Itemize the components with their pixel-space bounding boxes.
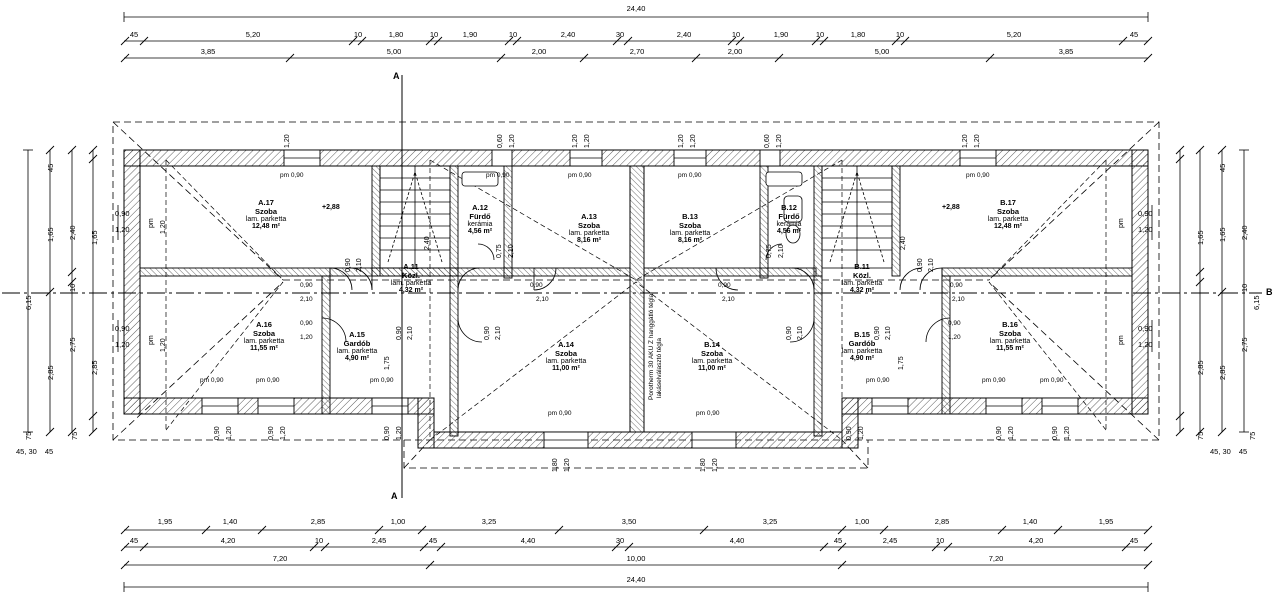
room-A12-floor: kerámia (467, 221, 493, 228)
dim-left-c-0: 2,40 (68, 225, 77, 240)
room-B14-name: Szoba (700, 349, 724, 358)
room-B14-area: 11,00 m² (698, 365, 726, 372)
door-dim-2: 0,90 (345, 258, 352, 272)
room-B11-floor: lam. parketta (841, 280, 883, 287)
section-mark-a-top: A (393, 71, 400, 81)
win-top-3: 1,20 (572, 134, 579, 148)
pm-top-2: pm 0,90 (486, 172, 510, 179)
dim-right-open-2: 0,90 (1138, 324, 1153, 333)
door-dim-8b: 2,10 (778, 244, 785, 258)
door-dim-1: 0,90 (300, 282, 313, 289)
room-A14-floor: lam. parketta (545, 358, 587, 365)
win-bot-9: 1,20 (712, 458, 719, 472)
dim-top-r3-2: 2,00 (531, 47, 547, 56)
room-B17-floor: lam. parketta (987, 216, 1029, 223)
dim-right-b-1: 2,85 (1218, 365, 1227, 380)
dim-left-b-2: 1,65 (90, 230, 99, 245)
dim-right-c-1: 10 (1240, 283, 1249, 292)
door-dim-3b: 2,10 (536, 296, 549, 303)
room-A13-area: 8,16 m² (576, 237, 602, 244)
room-A11 (391, 262, 431, 294)
room-A11-floor: lam. parketta (390, 280, 432, 287)
room-B14-floor: lam. parketta (691, 358, 733, 365)
door-dim-14: 0,90 (948, 320, 961, 327)
room-B17-area: 12,48 m² (993, 223, 1023, 230)
room-A14 (546, 340, 586, 372)
dim-top-r2-13: 1,80 (850, 30, 866, 39)
party-wall-note: Porotherm 30 AKU Z hanggátló tégla (648, 293, 655, 400)
room-B12-area: 4,56 m² (776, 228, 802, 235)
dim-top-r3-5: 5,00 (874, 47, 890, 56)
dim-bot-r3-2: 7,20 (988, 554, 1004, 563)
dim-bot-r2-1: 4,20 (220, 536, 236, 545)
win-bot-13: 1,20 (1008, 426, 1015, 440)
door-dim-10: 0,90 (396, 326, 403, 340)
room-A14-area: 11,00 m² (552, 365, 580, 372)
room-B12-name: Fürdő (778, 212, 800, 221)
pm-left-1: pm (148, 218, 155, 228)
stair-dim-right: 2,40 (900, 236, 907, 250)
room-A15-name: Gardób (343, 339, 371, 348)
win-top-0: 1,20 (284, 134, 291, 148)
dim-bot-r2-4: 45 (428, 536, 438, 545)
room-A17-floor: lam. parketta (245, 216, 287, 223)
room-B16-id: B.16 (1002, 320, 1018, 329)
dim-bot-r2-2: 10 (314, 536, 324, 545)
dim-right-open-3: 1,20 (1138, 340, 1153, 349)
dim-right-b-3: 2,85 (1196, 360, 1205, 375)
door-dim-4: 0,90 (718, 282, 731, 289)
room-B13-floor: lam. parketta (669, 230, 711, 237)
room-A11-name: Közl. (402, 271, 420, 280)
dim-left-bottom-4: 75 (70, 431, 79, 440)
pm-bot-2: pm 0,90 (256, 377, 280, 384)
pm-bot-4: pm 0,90 (548, 410, 572, 417)
pm-right-1: pm (1118, 218, 1125, 228)
room-A15 (337, 330, 377, 362)
dim-left-open-0: 0,90 (115, 209, 130, 218)
wardrobe-dim-right: 1,75 (898, 356, 905, 370)
dim-top-r2-1: 5,20 (245, 30, 261, 39)
dim-top-r3-1: 5,00 (386, 47, 402, 56)
room-A12 (468, 203, 493, 235)
dim-bot-r1-10: 1,95 (1098, 517, 1114, 526)
win-top-4: 1,20 (678, 134, 685, 148)
dim-right-c-0: 2,40 (1240, 225, 1249, 240)
win-bot-12: 0,90 (996, 426, 1003, 440)
dim-left-open-3: 1,20 (115, 340, 130, 349)
dim-right-c-2: 2,75 (1240, 337, 1249, 352)
dim-right-bottom-0: 75 (1196, 431, 1205, 440)
door-dim-9: 0,90 (300, 320, 313, 327)
room-B17-id: B.17 (1000, 198, 1016, 207)
room-B16 (990, 320, 1030, 352)
dim-right-open-0: 0,90 (1138, 209, 1153, 218)
room-A15-floor: lam. parketta (336, 348, 378, 355)
dim-bot-r2-9: 2,45 (882, 536, 898, 545)
dim-left-pm-3: 1,20 (160, 338, 167, 352)
win-top-4b: 1,20 (690, 134, 697, 148)
dim-right-bottom-group: 45, 30 45 (1210, 447, 1248, 456)
room-B17-name: Szoba (996, 207, 1020, 216)
win-bot-14: 0,90 (1052, 426, 1059, 440)
dim-left-c-1: 10 (68, 283, 77, 292)
win-bot-3: 1,20 (280, 426, 287, 440)
win-bot-15: 1,20 (1064, 426, 1071, 440)
dim-top-r3-3: 2,70 (629, 47, 645, 56)
win-bot-6: 1,80 (552, 458, 559, 472)
pm-top-4: pm 0,90 (678, 172, 702, 179)
door-dim-12b: 2,10 (797, 326, 804, 340)
door-dim-3: 0,90 (530, 282, 543, 289)
door-dim-5: 0,90 (950, 282, 963, 289)
win-top-7: 1,20 (962, 134, 969, 148)
room-B14 (692, 340, 732, 372)
room-A16-floor: lam. parketta (243, 338, 285, 345)
dim-top-r2-0: 45 (129, 30, 139, 39)
door-dim-11: 0,90 (484, 326, 491, 340)
dim-left-bottom-0: 75 (24, 431, 33, 440)
room-B16-name: Szoba (998, 329, 1022, 338)
room-B15-id: B.15 (854, 330, 870, 339)
room-B16-floor: lam. parketta (989, 338, 1031, 345)
win-top-7b: 1,20 (974, 134, 981, 148)
dim-right-d-0: 45 (1218, 163, 1227, 172)
pm-top-5: pm 0,90 (966, 172, 990, 179)
door-dim-7: 0,75 (496, 244, 503, 258)
win-top-5: 0,60 (764, 134, 771, 148)
dim-left-c-2: 2,75 (68, 337, 77, 352)
win-bot-8: 1,80 (700, 458, 707, 472)
dim-left-b-1: 2,85 (46, 365, 55, 380)
dim-top-r2-8: 30 (615, 30, 625, 39)
dim-bot-r2-7: 4,40 (729, 536, 745, 545)
dim-left-d-0: 45 (46, 163, 55, 172)
room-B11-name: Közl. (853, 271, 871, 280)
room-B15-floor: lam. parketta (841, 348, 883, 355)
dim-bot-r2-10: 10 (935, 536, 945, 545)
room-A11-id: A.11 (403, 262, 419, 271)
win-bot-2: 0,90 (268, 426, 275, 440)
room-B11-id: B.11 (854, 262, 870, 271)
dim-top-overall: 24,40 (626, 4, 646, 13)
pm-bot-7: pm 0,90 (982, 377, 1006, 384)
dim-top-r2-7: 2,40 (560, 30, 576, 39)
door-dim-13b: 2,10 (885, 326, 892, 340)
win-top-6: 1,20 (776, 134, 783, 148)
section-mark-a-bottom: A (391, 491, 398, 501)
door-dim-11b: 2,10 (495, 326, 502, 340)
dim-top-r2-4: 10 (429, 30, 439, 39)
dim-bot-r2-0: 45 (129, 536, 139, 545)
dim-top-r2-15: 5,20 (1006, 30, 1022, 39)
door-dim-1b: 2,10 (300, 296, 313, 303)
door-dim-6b: 2,10 (928, 258, 935, 272)
dim-left-open-1: 1,20 (115, 225, 130, 234)
pm-bot-5: pm 0,90 (696, 410, 720, 417)
room-A17-id: A.17 (258, 198, 274, 207)
win-top-2: 1,20 (509, 134, 516, 148)
pm-right-2: pm (1118, 335, 1125, 345)
door-dim-7b: 2,10 (508, 244, 515, 258)
room-A17-area: 12,48 m² (251, 223, 281, 230)
dim-bot-r2-3: 2,45 (371, 536, 387, 545)
door-dim-2b: 2,10 (356, 258, 363, 272)
dim-top-r2-9: 2,40 (676, 30, 692, 39)
dim-bot-r2-8: 45 (833, 536, 843, 545)
win-top-1: 0,60 (497, 134, 504, 148)
room-A15-area: 4,90 m² (344, 355, 370, 362)
dim-bot-r1-6: 3,25 (762, 517, 778, 526)
room-A11-area: 4,32 m² (398, 287, 424, 294)
dim-left-b-0: 1,65 (46, 227, 55, 242)
party-wall-note2: lakáselválasztó tégla (656, 338, 663, 398)
pm-bot-8: pm 0,90 (1040, 377, 1064, 384)
dim-right-bottom-4: 75 (1248, 431, 1257, 440)
room-A15-id: A.15 (349, 330, 365, 339)
dim-bot-r3-1: 10,00 (626, 554, 646, 563)
dim-top-r2-2: 10 (353, 30, 363, 39)
dim-left-6-15: 6,15 (24, 295, 33, 310)
pm-top-3: pm 0,90 (568, 172, 592, 179)
door-dim-13: 0,90 (874, 326, 881, 340)
win-bot-1: 1,20 (226, 426, 233, 440)
level-mark-right: +2,88 (942, 204, 960, 211)
dim-top-r2-14: 10 (895, 30, 905, 39)
door-dim-5b: 2,10 (952, 296, 965, 303)
dim-bot-r2-5: 4,40 (520, 536, 536, 545)
dim-top-r3-0: 3,85 (200, 47, 216, 56)
dim-top-r2-3: 1,80 (388, 30, 404, 39)
dim-bot-r1-8: 2,85 (934, 517, 950, 526)
room-B12 (777, 203, 802, 235)
room-B13 (670, 212, 710, 244)
door-dim-14b: 1,20 (948, 334, 961, 341)
door-dim-4b: 2,10 (722, 296, 735, 303)
dim-bot-r2-6: 30 (615, 536, 625, 545)
dim-left-pm-1: 1,20 (160, 220, 167, 234)
dim-bot-r3-0: 7,20 (272, 554, 288, 563)
room-B13-area: 8,16 m² (677, 237, 703, 244)
room-B13-id: B.13 (682, 212, 698, 221)
win-bot-7: 1,20 (564, 458, 571, 472)
dim-bot-r1-2: 2,85 (310, 517, 326, 526)
door-dim-8: 0,75 (766, 244, 773, 258)
room-B12-id: B.12 (781, 203, 797, 212)
door-dim-10b: 2,10 (407, 326, 414, 340)
pm-bot-3: pm 0,90 (370, 377, 394, 384)
dim-top-r2-11: 1,90 (773, 30, 789, 39)
win-top-3b: 1,20 (584, 134, 591, 148)
room-B15-name: Gardób (848, 339, 876, 348)
dim-top-r3-6: 3,85 (1058, 47, 1074, 56)
room-B13-name: Szoba (678, 221, 702, 230)
pm-bot-1: pm 0,90 (200, 377, 224, 384)
section-mark-b-right: B (1266, 287, 1273, 297)
room-A13-floor: lam. parketta (568, 230, 610, 237)
pm-top-1: pm 0,90 (280, 172, 304, 179)
pm-bot-6: pm 0,90 (866, 377, 890, 384)
level-mark-left: +2,88 (322, 204, 340, 211)
room-B12-floor: kerámia (776, 221, 802, 228)
dim-bot-r1-4: 3,25 (481, 517, 497, 526)
dim-bot-r1-0: 1,95 (157, 517, 173, 526)
dim-bot-r2-11: 4,20 (1028, 536, 1044, 545)
win-bot-11: 1,20 (858, 426, 865, 440)
room-A14-name: Szoba (554, 349, 578, 358)
win-bot-0: 0,90 (214, 426, 221, 440)
dim-top-r2-16: 45 (1129, 30, 1139, 39)
dim-right-b-0: 1,65 (1218, 227, 1227, 242)
room-B14-id: B.14 (704, 340, 720, 349)
pm-left-2: pm (148, 335, 155, 345)
dim-right-b-2: 1,65 (1196, 230, 1205, 245)
dim-top-r2-10: 10 (731, 30, 741, 39)
win-bot-4: 0,90 (384, 426, 391, 440)
wardrobe-dim-left: 1,75 (384, 356, 391, 370)
room-B11-area: 4,32 m² (849, 287, 875, 294)
door-dim-9b: 1,20 (300, 334, 313, 341)
win-bot-10: 0,90 (846, 426, 853, 440)
room-A12-id: A.12 (472, 203, 488, 212)
dim-bot-r1-7: 1,00 (854, 517, 870, 526)
dim-bot-r1-5: 3,50 (621, 517, 637, 526)
dim-bot-overall: 24,40 (626, 575, 646, 584)
dim-left-b-3: 2,85 (90, 360, 99, 375)
dim-bot-r1-1: 1,40 (222, 517, 238, 526)
dim-bot-r1-9: 1,40 (1022, 517, 1038, 526)
room-B15-area: 4,90 m² (849, 355, 875, 362)
dim-top-r2-6: 10 (508, 30, 518, 39)
win-bot-5: 1,20 (396, 426, 403, 440)
room-A13-id: A.13 (581, 212, 597, 221)
dim-right-open-1: 1,20 (1138, 225, 1153, 234)
dim-bot-r1-3: 1,00 (390, 517, 406, 526)
room-A13 (569, 212, 609, 244)
room-A17 (246, 198, 286, 230)
dim-top-r2-5: 1,90 (462, 30, 478, 39)
room-A16-id: A.16 (256, 320, 272, 329)
dim-right-6-15: 6,15 (1252, 295, 1261, 310)
room-A13-name: Szoba (577, 221, 601, 230)
room-A12-area: 4,56 m² (467, 228, 493, 235)
door-dim-6: 0,90 (917, 258, 924, 272)
room-A14-id: A.14 (558, 340, 574, 349)
room-B11 (842, 262, 882, 294)
door-dim-12: 0,90 (786, 326, 793, 340)
room-A12-name: Fürdő (469, 212, 491, 221)
stair-dim-left: 2,40 (424, 236, 431, 250)
dim-left-open-2: 0,90 (115, 324, 130, 333)
dim-bot-r2-12: 45 (1129, 536, 1139, 545)
room-A17-name: Szoba (254, 207, 278, 216)
dim-top-r3-4: 2,00 (727, 47, 743, 56)
room-A16-area: 11,55 m² (250, 345, 278, 352)
room-B16-area: 11,55 m² (996, 345, 1024, 352)
room-A16-name: Szoba (252, 329, 276, 338)
room-A16 (244, 320, 284, 352)
dim-top-r2-12: 10 (815, 30, 825, 39)
room-B17 (988, 198, 1028, 230)
dim-left-bottom-group: 45, 30 45 (16, 447, 54, 456)
